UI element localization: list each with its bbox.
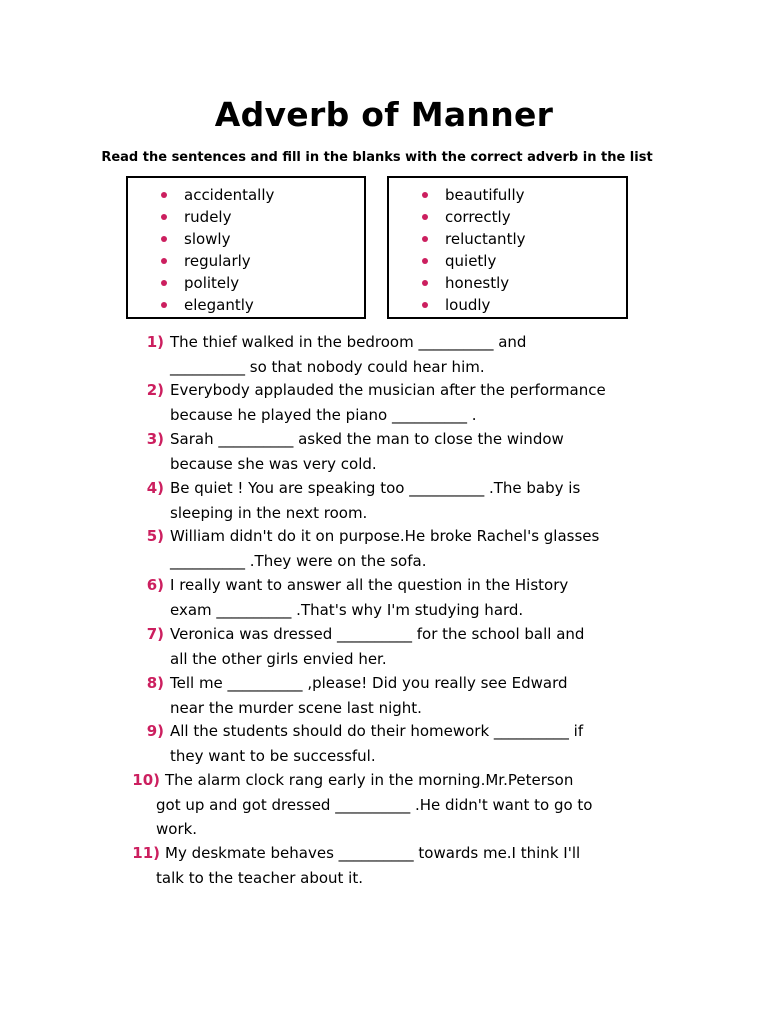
question-number: 6) [146, 576, 164, 594]
question-number: 8) [146, 674, 164, 692]
word-list-item [128, 184, 364, 206]
question-text-line: William didn't do it on purpose.He broke Rachel's glasses [170, 527, 600, 545]
word-text: quietly [445, 252, 497, 270]
question-text-line: because she was very cold. [170, 454, 377, 473]
word-list-item [389, 250, 626, 272]
word-list-left [126, 176, 366, 319]
question-text-line: they want to be successful. [170, 746, 376, 765]
question-text-line: __________ .They were on the sofa. [170, 551, 427, 570]
word-list-item [389, 228, 626, 250]
bullet-icon [161, 192, 167, 198]
word-text: honestly [445, 274, 510, 292]
bullet-icon [422, 302, 428, 308]
word-list-item [389, 184, 626, 206]
question-text-line: all the other girls envied her. [170, 649, 387, 668]
word-list-right [387, 176, 628, 319]
word-text: slowly [184, 230, 231, 248]
question-number: 1) [146, 333, 164, 351]
word-text: politely [184, 274, 240, 292]
question-number: 7) [146, 625, 164, 643]
question-number: 3) [146, 430, 164, 448]
question-number: 4) [146, 479, 164, 497]
bullet-icon [161, 258, 167, 264]
question-text-line: because he played the piano __________ . [170, 405, 477, 424]
word-text: accidentally [184, 186, 275, 204]
question-text-line: Sarah __________ asked the man to close the window [170, 430, 564, 448]
bullet-icon [161, 280, 167, 286]
question-text-line: near the murder scene last night. [170, 698, 422, 717]
question-number: 2) [146, 381, 164, 399]
question-text-line: talk to the teacher about it. [156, 868, 363, 887]
bullet-icon [161, 302, 167, 308]
bullet-icon [422, 280, 428, 286]
word-list-item [128, 294, 364, 316]
word-list-item [128, 250, 364, 272]
question-text-line: The thief walked in the bedroom __________ and [170, 333, 527, 351]
word-text: reluctantly [445, 230, 526, 248]
question-text-line: The alarm clock rang early in the morning.Mr.Peterson [165, 771, 574, 789]
question-text-line: I really want to answer all the question in the History [170, 576, 569, 594]
question-text-line: Be quiet ! You are speaking too __________ .The baby is [170, 479, 581, 497]
question-number: 9) [146, 722, 164, 740]
bullet-icon [161, 236, 167, 242]
word-list-item [389, 206, 626, 228]
bullet-icon [161, 214, 167, 220]
question-number: 5) [146, 527, 164, 545]
word-list-item [389, 272, 626, 294]
bullet-icon [422, 192, 428, 198]
question-number: 11) [132, 844, 160, 862]
question-text-line: My deskmate behaves __________ towards me.I think I'll [165, 844, 581, 862]
word-text: correctly [445, 208, 511, 226]
word-list-item [389, 294, 626, 316]
word-list-item [128, 228, 364, 250]
instructions: Read the sentences and fill in the blanks with the correct adverb in the list [101, 150, 653, 165]
word-list-item [128, 206, 364, 228]
question-number: 10) [132, 771, 160, 789]
bullet-icon [422, 236, 428, 242]
word-text: loudly [445, 296, 491, 314]
question-text-line: Tell me __________ ,please! Did you really see Edward [170, 674, 568, 692]
question-text-line: __________ so that nobody could hear him. [170, 357, 485, 376]
bullet-icon [422, 214, 428, 220]
question-text-line: work. [156, 820, 198, 838]
question-text-line: All the students should do their homework __________ if [170, 722, 584, 740]
word-text: beautifully [445, 186, 525, 204]
question-text-line: exam __________ .That's why I'm studying hard. [170, 600, 524, 619]
word-list-item [128, 272, 364, 294]
word-text: rudely [184, 208, 232, 226]
word-text: regularly [184, 252, 251, 270]
question-text-line: sleeping in the next room. [170, 503, 368, 522]
worksheet-title: Adverb of Manner [214, 95, 554, 134]
question-text-line: Everybody applauded the musician after the performance [170, 381, 606, 399]
question-text-line: Veronica was dressed __________ for the school ball and [170, 625, 585, 643]
word-text: elegantly [184, 296, 254, 314]
bullet-icon [422, 258, 428, 264]
question-text-line: got up and got dressed __________ .He didn't want to go to [156, 795, 593, 814]
